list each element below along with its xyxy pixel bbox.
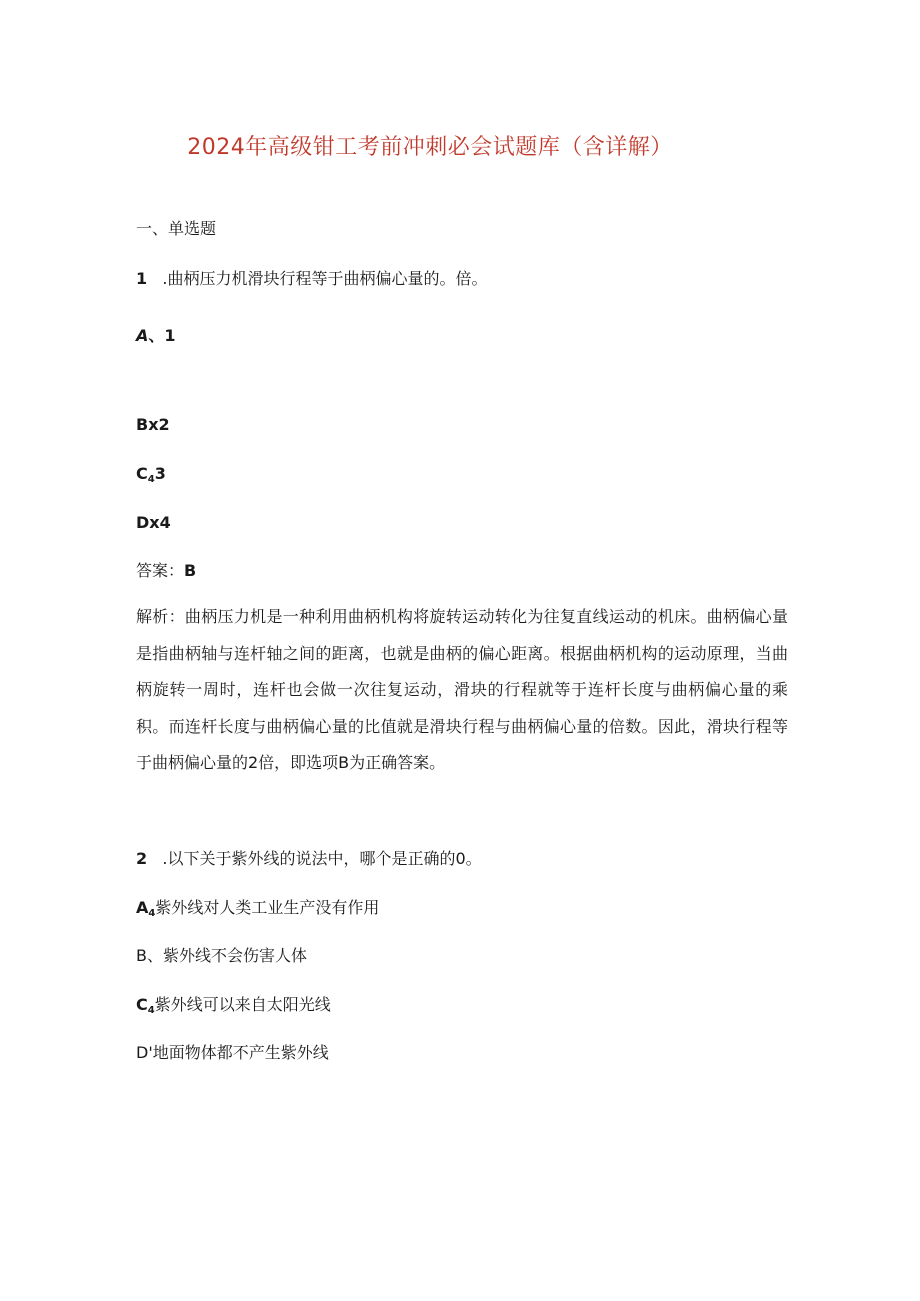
question-1-number: 1 [136,269,148,288]
question-1 [136,268,488,290]
section-heading: 一、单选题 [136,219,217,238]
q2-option-a-sub: 4 [148,908,156,919]
q2-option-c-sub: 4 [147,1005,155,1016]
q2-option-c [136,994,331,1022]
q1-answer-value: B [184,561,197,580]
question-1-stem: .曲柄压力机滑块行程等于曲柄偏心量的。倍。 [162,269,488,288]
question-2-stem: .以下关于紫外线的说法中，哪个是正确的0。 [162,849,482,868]
q1-explanation: 解析：曲柄压力机是一种利用曲柄机构将旋转运动转化为往复直线运动的机床。曲柄偏心量是指曲柄轴与连杆轴之间的距离，也就是曲柄的偏心距离。根据曲柄机构的运动原理，当曲柄旋转一周时，连杆也会做一次往复运动，滑块的行程就等于连杆长度与曲柄偏心量的乘积。而连杆长度与曲柄偏心量的比值就是滑块行程与曲柄偏心量的倍数。因此，滑块行程等于曲柄偏心量的2倍，即选项B为正确答案。 [136,607,788,772]
q2-option-a-text: 紫外线对人类工业生产没有作用 [155,898,380,917]
q2-option-a [136,897,379,925]
q1-option-c [136,463,166,491]
q1-option-b: Bx2 [136,415,170,434]
q1-option-c-text: 3 [154,464,166,483]
q2-option-c-letter: C [136,995,148,1014]
q1-option-d: Dx4 [136,513,171,532]
document-title: 2024年高级钳工考前冲刺必会试题库（含详解） [187,135,673,160]
q1-option-a-letter: A [136,326,149,345]
q1-answer [136,560,196,582]
q1-option-c-letter: C [136,464,148,483]
question-2-number: 2 [136,849,148,868]
q1-answer-label: 答案： [136,561,185,580]
q1-option-a [136,325,176,347]
q1-option-a-text: 、1 [148,326,176,345]
q2-option-c-text: 紫外线可以来自太阳光线 [154,995,331,1014]
q2-option-b: B、紫外线不会伤害人体 [136,946,307,965]
q1-option-c-sub: 4 [147,474,155,485]
q2-option-d: D'地面物体都不产生紫外线 [136,1043,329,1062]
q2-option-a-letter: A [136,898,149,917]
question-2 [136,848,482,870]
